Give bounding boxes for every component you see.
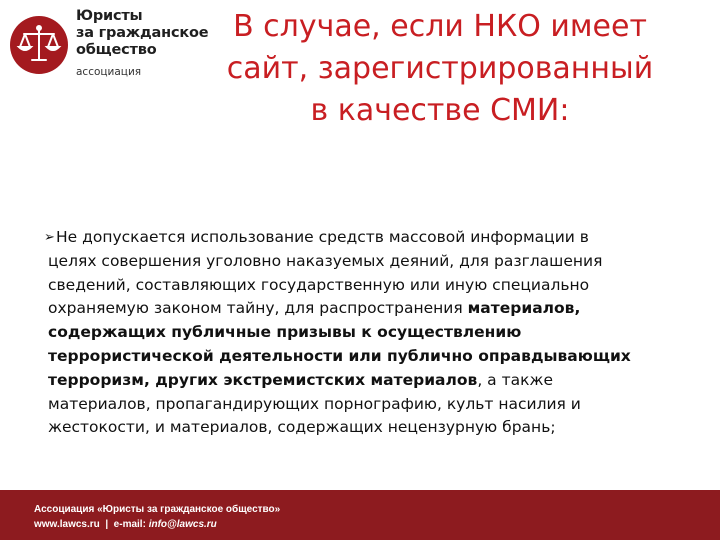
body-line-4-bold: материалов,	[467, 299, 581, 318]
body-line-6	[48, 345, 688, 369]
footer-separator: | e-mail:	[99, 519, 149, 530]
logo-line-2: за гражданское	[76, 25, 209, 41]
body-line-3: сведений, составляющих государственную или иную специально	[48, 275, 590, 294]
body-line-8: материалов, пропагандирующих порнографию, культ насилия и	[48, 394, 581, 413]
footer-email-link[interactable]: info@lawcs.ru	[148, 519, 217, 530]
body-line-1: Не допускается использование средств массовой информации в	[56, 228, 589, 246]
footer-bar	[0, 490, 720, 540]
logo-subtitle: ассоциация	[76, 66, 142, 78]
scales-of-justice-icon	[10, 16, 68, 74]
body-line-4-text: охраняемую законом тайну, для распространения	[48, 299, 468, 318]
title-line-3: в качестве СМИ:	[310, 93, 570, 128]
body-line-5-bold: содержащих публичные призывы к осуществлению	[48, 323, 522, 342]
arrow-bullet-icon: ➢	[44, 230, 55, 245]
body-line-2: целях совершения уголовно наказуемых деяний, для разглашения	[48, 251, 603, 270]
body-line-5	[48, 321, 688, 345]
title-line-2: сайт, зарегистрированный	[226, 51, 654, 86]
body-line-9: жестокости, и материалов, содержащих нецензурную брань;	[48, 418, 556, 437]
body-line-7-text: , а также	[477, 370, 553, 389]
body-line-4	[48, 297, 688, 321]
footer-contacts	[34, 519, 217, 530]
footer-organization: Ассоциация «Юристы за гражданское общество»	[34, 504, 281, 515]
body-line-6-bold: террористической деятельности или публично оправдывающих	[48, 346, 631, 365]
footer-website-link[interactable]: www.lawcs.ru	[34, 519, 100, 530]
logo-line-3: общество	[76, 42, 157, 58]
logo-line-1: Юристы	[76, 8, 143, 24]
title-line-1: В случае, если НКО имеет	[233, 9, 647, 44]
slide-title	[170, 6, 710, 132]
bullet-paragraph	[44, 226, 688, 440]
body-line-7-bold: терроризм, других экстремистских материалов	[48, 370, 478, 389]
body-line-7	[48, 369, 688, 393]
